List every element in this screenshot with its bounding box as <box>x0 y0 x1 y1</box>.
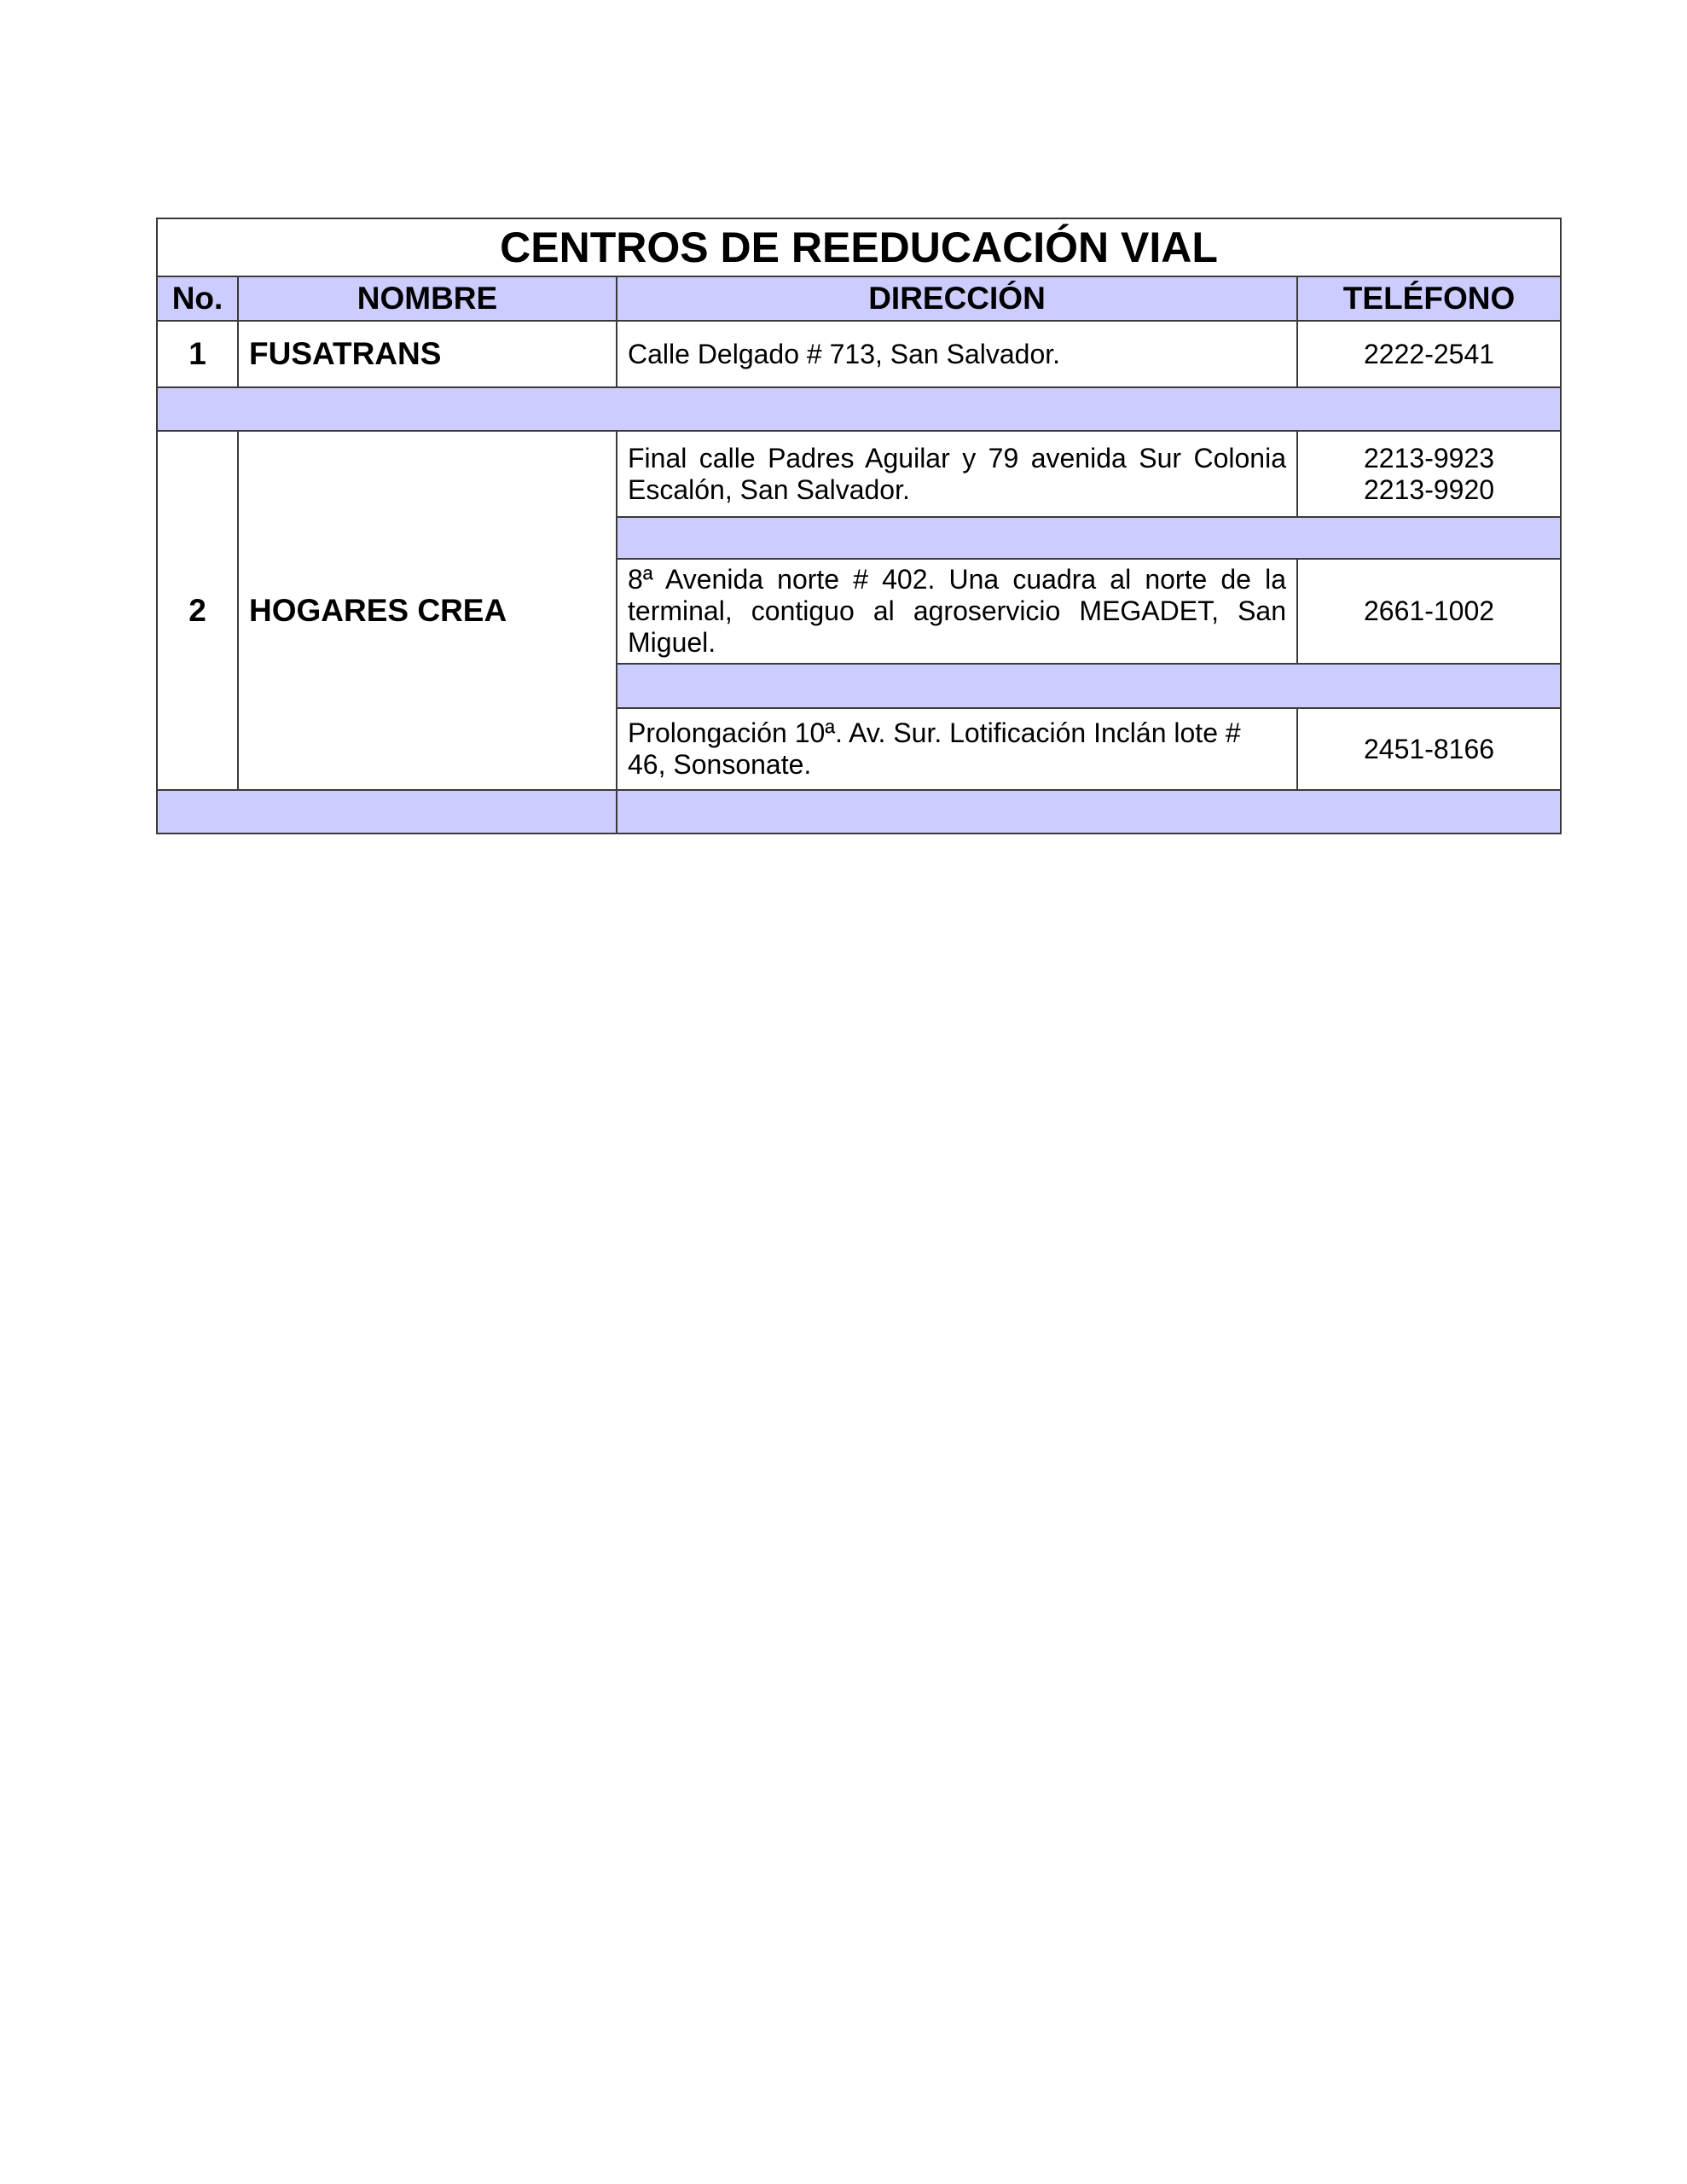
centros-table <box>156 218 1562 834</box>
entry-phone <box>1297 559 1561 664</box>
table-row <box>157 321 1561 387</box>
entry-name: FUSATRANS <box>238 321 617 387</box>
separator-row <box>157 387 1561 431</box>
table-title: CENTROS DE REEDUCACIÓN VIAL <box>157 218 1561 276</box>
separator-cell <box>157 387 1561 431</box>
phone-number: 2213-9920 <box>1364 473 1495 505</box>
entry-address: 8ª Avenida norte # 402. Una cuadra al norte de la terminal, contiguo al agroservicio MEGADET, San Miguel. <box>617 559 1297 664</box>
header-row <box>157 276 1561 321</box>
phone-number: 2222-2541 <box>1364 338 1495 369</box>
entry-address: Prolongación 10ª. Av. Sur. Lotificación Inclán lote # 46, Sonsonate. <box>617 708 1297 790</box>
separator-cell <box>617 790 1561 834</box>
entry-address: Calle Delgado # 713, San Salvador. <box>617 321 1297 387</box>
header-nombre: NOMBRE <box>238 276 617 321</box>
separator-cell <box>617 664 1561 708</box>
table-row <box>157 431 1561 517</box>
title-row <box>157 218 1561 276</box>
separator-row <box>157 790 1561 834</box>
phone-number: 2451-8166 <box>1364 733 1495 764</box>
header-no: No. <box>157 276 238 321</box>
entry-number: 2 <box>157 431 238 790</box>
entry-phone <box>1297 708 1561 790</box>
header-direccion: DIRECCIÓN <box>617 276 1297 321</box>
separator-cell <box>617 517 1561 559</box>
entry-phone <box>1297 431 1561 517</box>
entry-number: 1 <box>157 321 238 387</box>
entry-name: HOGARES CREA <box>238 431 617 790</box>
entry-address: Final calle Padres Aguilar y 79 avenida Sur Colonia Escalón, San Salvador. <box>617 431 1297 517</box>
entry-phone <box>1297 321 1561 387</box>
phone-number: 2213-9923 <box>1364 442 1495 473</box>
phone-number: 2661-1002 <box>1364 595 1495 626</box>
header-telefono: TELÉFONO <box>1297 276 1561 321</box>
separator-cell <box>157 790 617 834</box>
